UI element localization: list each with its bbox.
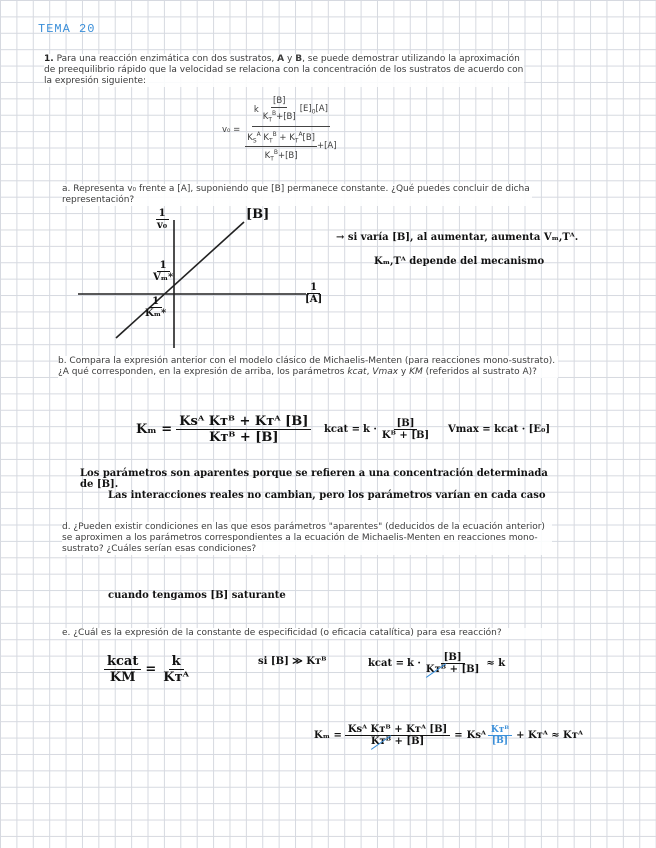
question-1-intro xyxy=(44,54,524,87)
eq-k: k xyxy=(253,105,259,116)
x-intercept-label: $\frac{1}{\text{Kₘ*}}$ xyxy=(145,296,167,319)
eq-den-fraction xyxy=(245,129,317,165)
answer-a-line-2: Kₘ,Tᴬ depende del mecanismo xyxy=(374,256,545,267)
answer-a-line-1: → si varía [B], al aumentar, aumenta Vₘ,Tᴬ. xyxy=(336,232,579,243)
question-b-text: b. Compara la expresión anterior con el modelo clásico de Michaelis-Menten (para reacciones mono-sustrato). ¿A qué corresponden, en la expresión de arriba, los parámetros kcat, Vmax y KM (referidos al sustrato A)? xyxy=(58,356,558,378)
y-intercept-label: $\frac{1}{\text{Vₘ*}}$ xyxy=(153,260,174,283)
eq-main-fraction xyxy=(243,96,338,165)
substrate-b: B xyxy=(295,54,303,64)
eq-b: [B] xyxy=(273,96,286,106)
answer-e-specificity: $\frac{\text{kcat}}{KM}$ = $\frac{k}{\text{Kᴛᴬ}}$ xyxy=(104,654,192,685)
lineweaver-burk-graph xyxy=(78,210,338,350)
intro-text-1: Para una reacción enzimática con dos sustratos, xyxy=(56,54,278,64)
answer-b-km: Kₘ = $\frac{\text{Ksᴬ Kᴛᴮ + Kᴛᴬ [B]}}{\text{Kᴛᴮ + [B]}}$ xyxy=(136,414,311,445)
answer-e-condition: si [B] ≫ Kᴛᴮ xyxy=(258,656,327,667)
plot-line xyxy=(116,222,244,338)
param-kcat: kcat xyxy=(347,367,367,377)
eq-v0: v₀ = xyxy=(222,124,241,135)
answer-b-vmax: Vmax = kcat · [E₀] xyxy=(448,424,551,435)
answer-b-kcat: kcat = k · $\frac{[B]}{\text{Kᴮ + [B]}}$ xyxy=(324,418,430,441)
eq-kb-plus-b: $K_T^B+[B]$ xyxy=(262,110,296,124)
eq-den-denominator: $K_T^B+[B]$ xyxy=(264,149,298,163)
y-axis-label: $\frac{1}{\text{v₀}}$ xyxy=(157,208,168,231)
answer-e-km: Kₘ = $\frac{\text{Ksᴬ Kᴛᴮ + Kᴛᴬ [B]}}{\text{Kᴛᴮ + [B]}}$ = Ksᴬ $\frac{\text{Kᴛᴮ}}{[B]}$ + Kᴛᴬ ≈ Kᴛᴬ xyxy=(314,724,583,747)
question-d-text: d. ¿Pueden existir condiciones en las que esos parámetros "aparentes" (deducidos de la ecuación anterior) se aproximen a los parámetros correspondientes a la ecuación de Michaelis-Menten en reacciones mono-sustrato? ¿Cuáles serían esas condiciones? xyxy=(62,522,552,555)
param-km: KM xyxy=(409,367,423,377)
eq-e0-a: $[E]_0[A]$ xyxy=(299,103,328,116)
slope-label: [B] xyxy=(246,207,270,222)
answer-b-line-2: Las interacciones reales no cambian, pero los parámetros varían en cada caso xyxy=(108,490,546,501)
substrate-a: A xyxy=(277,54,285,64)
x-axis-label: $\frac{1}{[A]}$ xyxy=(305,282,323,305)
intro-text-2: , se puede demostrar utilizando la aproximación de preequilibrio rápido que la velocidad se relaciona con la concentración de los sustratos de acuerdo con la expresión siguiente: xyxy=(44,54,524,86)
page-title: TEMA 20 xyxy=(38,22,96,36)
intro-and: y xyxy=(284,54,296,64)
eq-den-numerator: $K_S^A$ $K_T^B + K_T^A[B]$ xyxy=(245,129,317,148)
eq-plus-a: +[A] xyxy=(316,141,337,152)
question-e-text: e. ¿Cuál es la expresión de la constante de especificidad (o eficacia catalítica) para esa reacción? xyxy=(62,628,552,639)
param-vmax: Vmax xyxy=(372,367,399,377)
question-number: 1. xyxy=(44,54,54,64)
question-a-text: a. Representa v₀ frente a [A], suponiendo que [B] permanece constante. ¿Qué puedes concluir de dicha representación? xyxy=(62,184,532,206)
eq-b-fraction xyxy=(261,96,298,126)
answer-d: cuando tengamos [B] saturante xyxy=(108,590,286,601)
answer-b-line-1: Los parámetros son aparentes porque se refieren a una concentración determinada de [B]. xyxy=(80,468,548,490)
answer-e-kcat: kcat = k · $\frac{[B]}{\text{Kᴛᴮ + [B]}}$ ≈ k xyxy=(368,652,506,675)
rate-equation xyxy=(222,96,339,165)
